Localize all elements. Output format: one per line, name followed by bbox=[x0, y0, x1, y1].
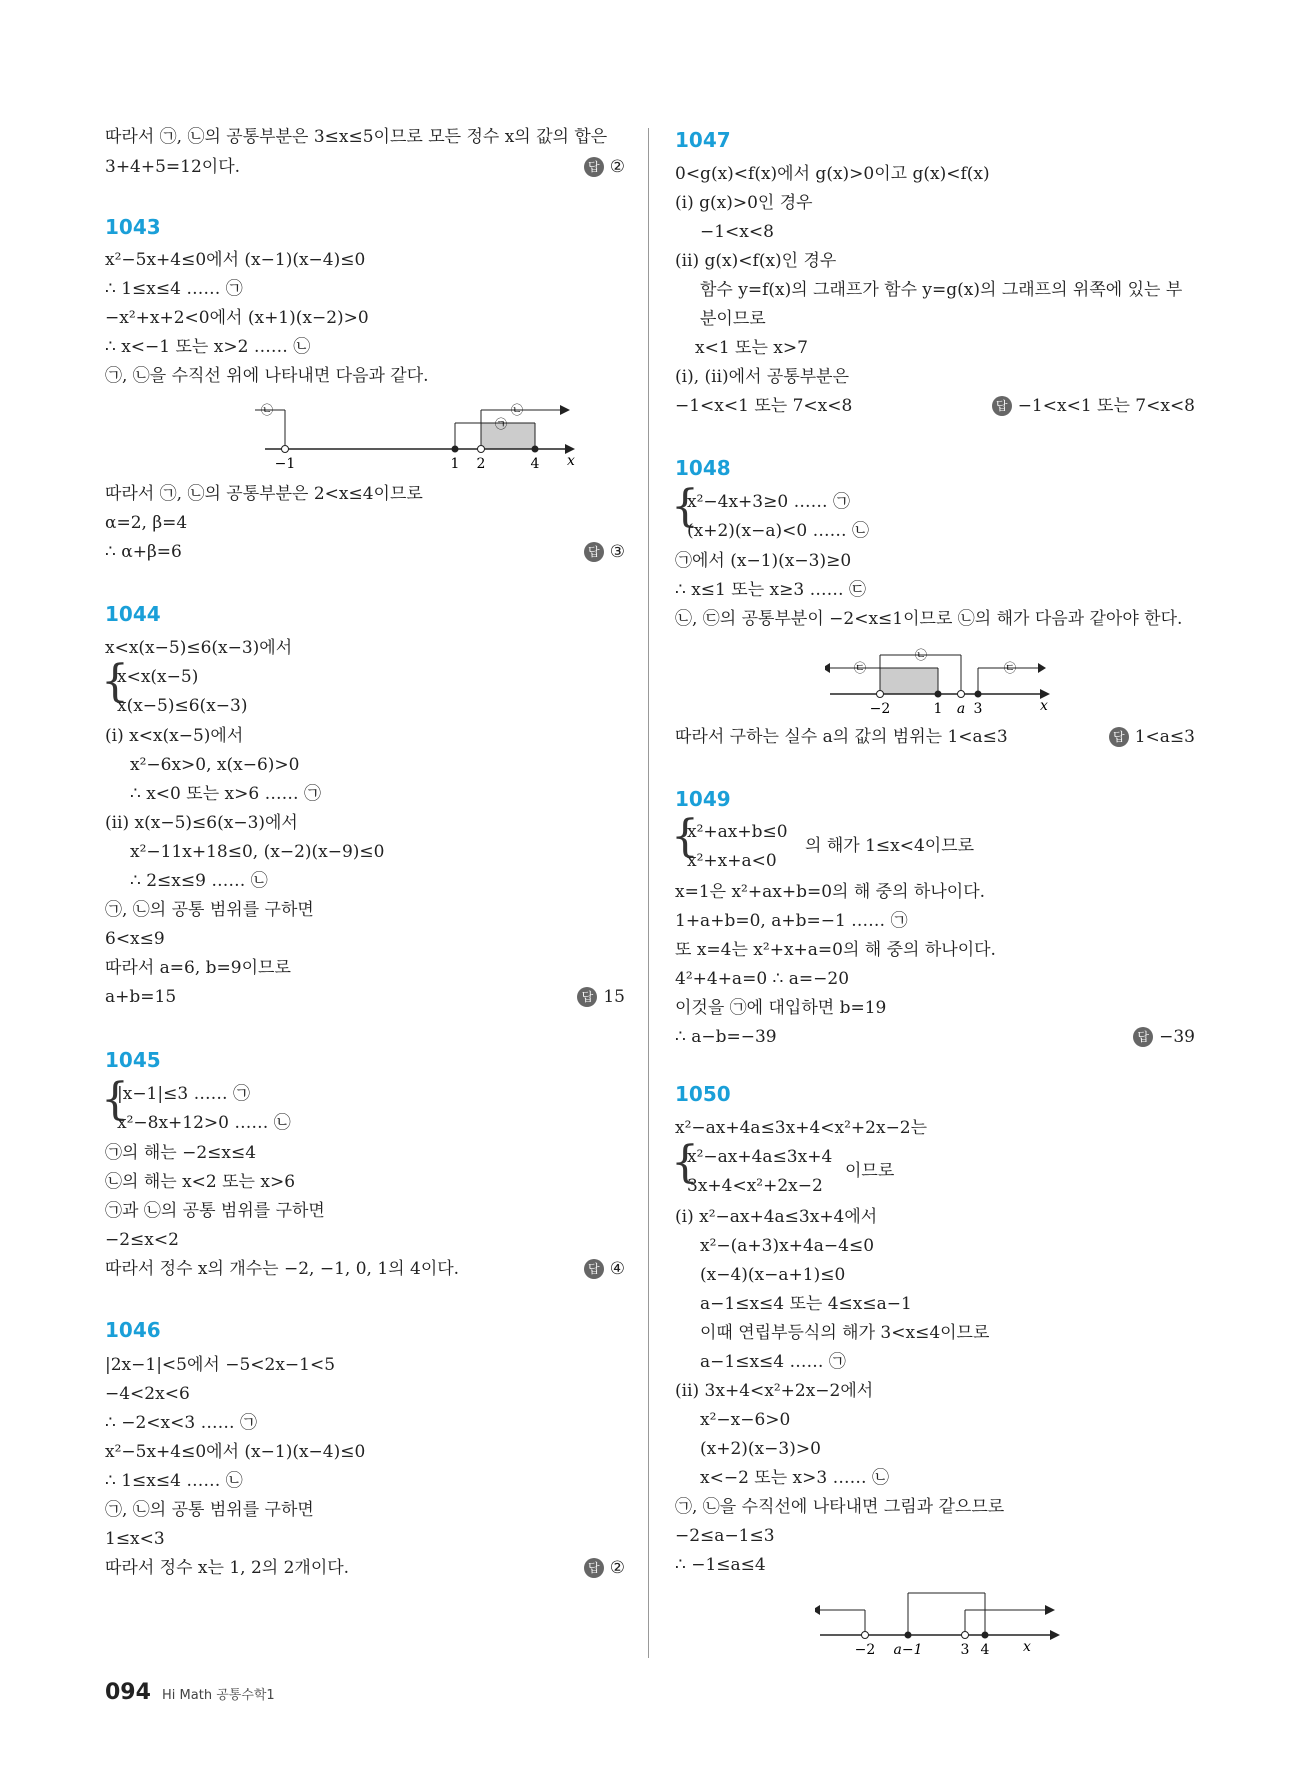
solution-line: x²−ax+4a≤3x+4 bbox=[687, 1147, 833, 1167]
tick-label: 2 bbox=[476, 456, 486, 470]
solution-line: ∴ x≤1 또는 x≥3 …… ㉢ bbox=[675, 580, 866, 600]
solution-line: (ⅱ) x(x−5)≤6(x−3)에서 bbox=[105, 813, 298, 833]
solution-line: x²−ax+4a≤3x+4<x²+2x−2는 bbox=[675, 1118, 928, 1138]
solution-line: ∴ α+β=6 bbox=[105, 542, 182, 562]
answer: 답 −39 bbox=[1133, 1025, 1195, 1049]
solution-line: ㉠, ㉡의 공통 범위를 구하면 bbox=[105, 900, 314, 920]
solution-line: x²−x−6>0 bbox=[700, 1410, 791, 1430]
problem-number: 1045 bbox=[105, 1048, 161, 1072]
solution-line: a−1≤x≤4 또는 4≤x≤a−1 bbox=[700, 1294, 912, 1314]
answer-badge-icon: 답 bbox=[584, 1259, 604, 1279]
solution-line: x²+x+a<0 bbox=[687, 851, 777, 871]
solution-line: 따라서 정수 x는 1, 2의 2개이다. bbox=[105, 1558, 350, 1578]
tick-label: 3 bbox=[973, 701, 983, 715]
solution-line: x²−6x>0, x(x−6)>0 bbox=[130, 755, 300, 775]
tick-label: 1 bbox=[933, 701, 943, 715]
tick-label: 1 bbox=[450, 456, 460, 470]
solution-line: ㉠과 ㉡의 공통 범위를 구하면 bbox=[105, 1201, 325, 1221]
solution-line: 1≤x<3 bbox=[105, 1529, 165, 1549]
solution-line: (x−4)(x−a+1)≤0 bbox=[700, 1265, 846, 1285]
tick-label: a−1 bbox=[893, 1642, 923, 1658]
solution-line: −1<x<1 또는 7<x<8 bbox=[675, 396, 853, 416]
solution-line: a−1≤x≤4 …… ㉠ bbox=[700, 1352, 846, 1372]
solution-line: −4<2x<6 bbox=[105, 1384, 190, 1404]
tick-label: 3 bbox=[960, 1642, 970, 1658]
problem-number: 1047 bbox=[675, 128, 731, 152]
solution-line: x²−11x+18≤0, (x−2)(x−9)≤0 bbox=[130, 842, 385, 862]
solution-line: |2x−1|<5에서 −5<2x−1<5 bbox=[105, 1355, 336, 1375]
solution-line: ∴ 1≤x≤4 …… ㉠ bbox=[105, 279, 243, 299]
axis-label: x bbox=[1040, 698, 1048, 714]
problem-number: 1050 bbox=[675, 1082, 731, 1106]
axis-label: x bbox=[1023, 1639, 1031, 1655]
region-label: ㉠ bbox=[494, 417, 508, 431]
solution-line: ∴ −1≤a≤4 bbox=[675, 1555, 766, 1575]
solution-line: (ⅰ), (ⅱ)에서 공통부분은 bbox=[675, 367, 850, 387]
brace: { bbox=[671, 481, 699, 532]
page-number: 094 bbox=[105, 1680, 151, 1705]
answer: 답 ④ bbox=[584, 1257, 625, 1281]
tick-label: −2 bbox=[869, 701, 891, 715]
answer: 답 ② bbox=[584, 155, 625, 179]
solution-line: x²−5x+4≤0에서 (x−1)(x−4)≤0 bbox=[105, 1442, 366, 1462]
region-label: ㉢ bbox=[853, 661, 867, 675]
solution-line: −2≤x<2 bbox=[105, 1230, 179, 1250]
solution-line: 따라서 a=6, b=9이므로 bbox=[105, 958, 291, 978]
brace: { bbox=[671, 811, 699, 862]
answer: 답 −1<x<1 또는 7<x<8 bbox=[992, 394, 1195, 418]
solution-line: (x+2)(x−3)>0 bbox=[700, 1439, 821, 1459]
solution-line: 함수 y=f(x)의 그래프가 함수 y=g(x)의 그래프의 위쪽에 있는 부 bbox=[700, 280, 1183, 300]
solution-line: ㉡, ㉢의 공통부분이 −2<x≤1이므로 ㉡의 해가 다음과 같아야 한다. bbox=[675, 609, 1183, 629]
solution-line: 따라서 정수 x의 개수는 −2, −1, 0, 1의 4이다. bbox=[105, 1259, 460, 1279]
region-label: ㉡ bbox=[914, 648, 928, 662]
solution-line: ㉡의 해는 x<2 또는 x>6 bbox=[105, 1172, 296, 1192]
answer: 답 1<a≤3 bbox=[1109, 725, 1195, 749]
solution-line: 의 해가 1≤x<4이므로 bbox=[805, 836, 975, 856]
brace: { bbox=[671, 1137, 699, 1188]
solution-line: 분이므로 bbox=[700, 309, 766, 329]
answer-badge-icon: 답 bbox=[584, 542, 604, 562]
answer-badge-icon: 답 bbox=[584, 1558, 604, 1578]
solution-line: −1<x<8 bbox=[700, 222, 774, 242]
solution-line: (ⅱ) 3x+4<x²+2x−2에서 bbox=[675, 1381, 874, 1401]
solution-line: ∴ a−b=−39 bbox=[675, 1027, 777, 1047]
solution-line: x²−4x+3≥0 …… ㉠ bbox=[687, 492, 850, 512]
solution-line: (x+2)(x−a)<0 …… ㉡ bbox=[687, 521, 870, 541]
answer: 답 15 bbox=[577, 985, 625, 1009]
solution-line: ∴ 2≤x≤9 …… ㉡ bbox=[130, 871, 268, 891]
solution-line: −2≤a−1≤3 bbox=[675, 1526, 775, 1546]
problem-number: 1046 bbox=[105, 1318, 161, 1342]
solution-line: (ⅰ) x<x(x−5)에서 bbox=[105, 726, 244, 746]
solution-line: ㉠, ㉡을 수직선 위에 나타내면 다음과 같다. bbox=[105, 366, 429, 386]
solution-line: ㉠에서 (x−1)(x−3)≥0 bbox=[675, 551, 852, 571]
solution-line: x²−8x+12>0 …… ㉡ bbox=[117, 1113, 291, 1133]
number-line-1050 bbox=[815, 1585, 1065, 1660]
problem-number: 1048 bbox=[675, 456, 731, 480]
number-line-1043 bbox=[255, 395, 575, 470]
solution-line: 따라서 구하는 실수 a의 값의 범위는 1<a≤3 bbox=[675, 727, 1008, 747]
answer: 답 ③ bbox=[584, 540, 625, 564]
solution-line: x<x(x−5) bbox=[117, 667, 199, 687]
solution-line: −x²+x+2<0에서 (x+1)(x−2)>0 bbox=[105, 308, 369, 328]
region-label: ㉡ bbox=[260, 403, 274, 417]
solution-line: x²−(a+3)x+4a−4≤0 bbox=[700, 1236, 875, 1256]
brace: { bbox=[101, 1074, 129, 1125]
solution-line: x<1 또는 x>7 bbox=[695, 338, 808, 358]
solution-line: 0<g(x)<f(x)에서 g(x)>0이고 g(x)<f(x) bbox=[675, 164, 990, 184]
tick-label: −2 bbox=[854, 1642, 876, 1658]
solution-line: 4²+4+a=0 ∴ a=−20 bbox=[675, 969, 850, 989]
region-label: ㉡ bbox=[510, 403, 524, 417]
problem-number: 1044 bbox=[105, 602, 161, 626]
solution-line: 이므로 bbox=[845, 1161, 895, 1181]
solution-line: 이때 연립부등식의 해가 3<x≤4이므로 bbox=[700, 1323, 990, 1343]
number-line-1048 bbox=[825, 640, 1055, 715]
tick-label: 4 bbox=[980, 1642, 990, 1658]
solution-line: 또 x=4는 x²+x+a=0의 해 중의 하나이다. bbox=[675, 940, 996, 960]
intro-line: 따라서 ㉠, ㉡의 공통부분은 3≤x≤5이므로 모든 정수 x의 값의 합은 bbox=[105, 127, 608, 147]
tick-label: 4 bbox=[530, 456, 540, 470]
answer-badge-icon: 답 bbox=[577, 987, 597, 1007]
solution-line: 따라서 ㉠, ㉡의 공통부분은 2<x≤4이므로 bbox=[105, 484, 423, 504]
solution-line: (ⅰ) x²−ax+4a≤3x+4에서 bbox=[675, 1207, 878, 1227]
solution-line: x(x−5)≤6(x−3) bbox=[117, 696, 248, 716]
tick-label: −1 bbox=[274, 456, 296, 470]
solution-line: a+b=15 bbox=[105, 987, 177, 1007]
page-footer bbox=[105, 1680, 275, 1705]
solution-line: x<x(x−5)≤6(x−3)에서 bbox=[105, 638, 293, 658]
solution-line: (ⅱ) g(x)<f(x)인 경우 bbox=[675, 251, 837, 271]
brace: { bbox=[101, 656, 129, 707]
column-divider bbox=[648, 128, 649, 1658]
solution-line: x=1은 x²+ax+b=0의 해 중의 하나이다. bbox=[675, 882, 986, 902]
axis-label: x bbox=[567, 453, 575, 469]
solution-line: (ⅰ) g(x)>0인 경우 bbox=[675, 193, 813, 213]
solution-line: x²+ax+b≤0 bbox=[687, 822, 788, 842]
solution-line: ∴ x<−1 또는 x>2 …… ㉡ bbox=[105, 337, 311, 357]
solution-line: 이것을 ㉠에 대입하면 b=19 bbox=[675, 998, 887, 1018]
solution-line: ∴ x<0 또는 x>6 …… ㉠ bbox=[130, 784, 321, 804]
solution-line: x<−2 또는 x>3 …… ㉡ bbox=[700, 1468, 889, 1488]
problem-number: 1049 bbox=[675, 787, 731, 811]
answer: 답 ② bbox=[584, 1556, 625, 1580]
solution-line: 6<x≤9 bbox=[105, 929, 165, 949]
answer-badge-icon: 답 bbox=[584, 157, 604, 177]
solution-line: α=2, β=4 bbox=[105, 513, 188, 533]
answer-badge-icon: 답 bbox=[1109, 727, 1129, 747]
solution-line: ∴ 1≤x≤4 …… ㉡ bbox=[105, 1471, 243, 1491]
solution-line: 3x+4<x²+2x−2 bbox=[687, 1176, 823, 1196]
answer-badge-icon: 답 bbox=[992, 396, 1012, 416]
answer-badge-icon: 답 bbox=[1133, 1027, 1153, 1047]
solution-line: ㉠, ㉡을 수직선에 나타내면 그림과 같으므로 bbox=[675, 1497, 1005, 1517]
book-title: Hi Math 공통수학1 bbox=[162, 1688, 275, 1703]
intro-line: 3+4+5=12이다. bbox=[105, 157, 241, 177]
solution-line: 1+a+b=0, a+b=−1 …… ㉠ bbox=[675, 911, 908, 931]
solution-line: ㉠의 해는 −2≤x≤4 bbox=[105, 1143, 257, 1163]
solution-line: |x−1|≤3 …… ㉠ bbox=[117, 1084, 250, 1104]
tick-label: a bbox=[956, 701, 966, 715]
problem-number: 1043 bbox=[105, 215, 161, 239]
solution-line: ㉠, ㉡의 공통 범위를 구하면 bbox=[105, 1500, 314, 1520]
solution-line: x²−5x+4≤0에서 (x−1)(x−4)≤0 bbox=[105, 250, 366, 270]
region-label: ㉢ bbox=[1003, 661, 1017, 675]
solution-line: ∴ −2<x<3 …… ㉠ bbox=[105, 1413, 257, 1433]
